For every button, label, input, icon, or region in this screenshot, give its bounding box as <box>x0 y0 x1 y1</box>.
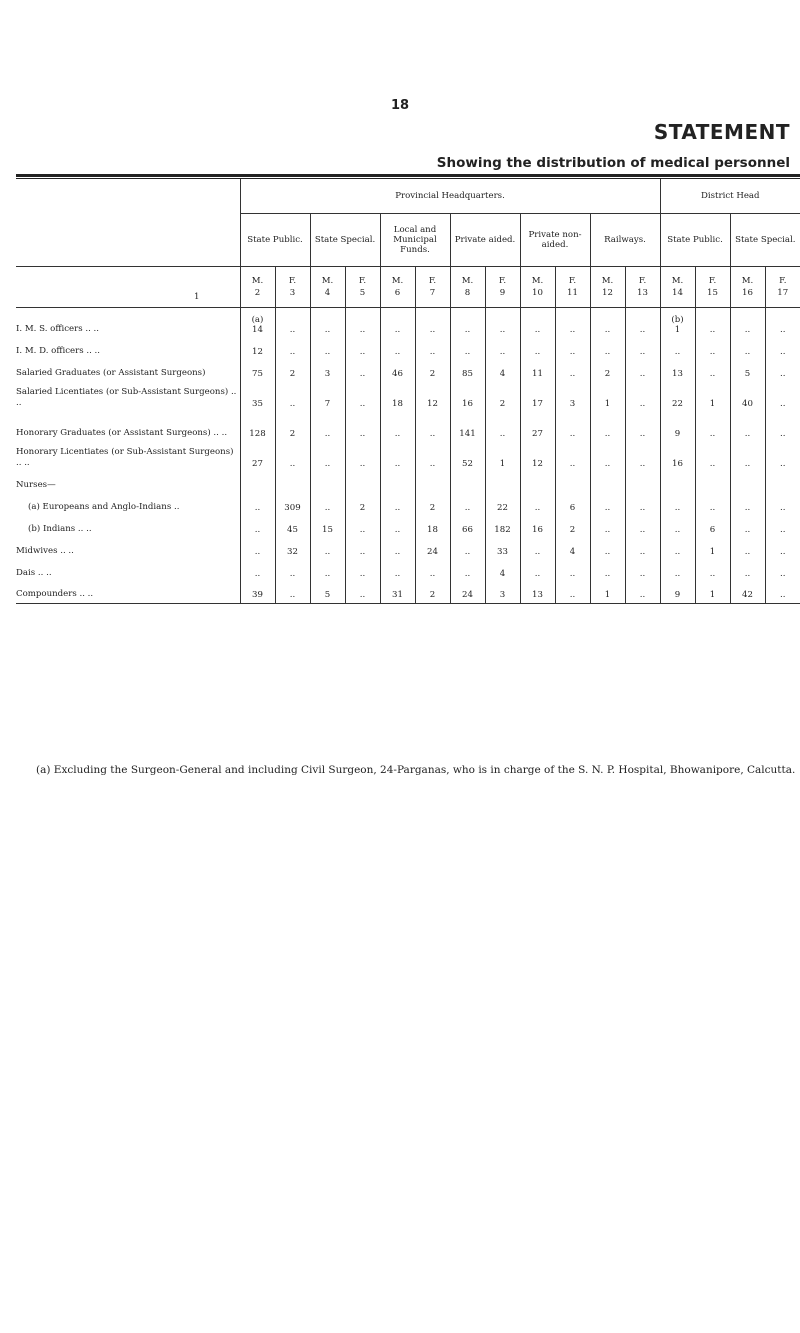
table-cell: 182 <box>485 516 520 538</box>
table-cell: 52 <box>450 442 485 472</box>
table-cell: .. <box>555 582 590 604</box>
personnel-table <box>16 179 800 604</box>
top-rule-thick <box>16 174 800 177</box>
table-cell: .. <box>590 338 625 360</box>
table-cell: .. <box>520 308 555 338</box>
table-cell: .. <box>275 382 310 412</box>
column-number-value: 11 <box>567 288 578 298</box>
table-cell: .. <box>695 494 730 516</box>
table-cell: .. <box>695 412 730 442</box>
table-row <box>16 494 800 516</box>
table-row <box>16 360 800 382</box>
table-cell: .. <box>660 538 695 560</box>
row-label: Dais .. .. <box>16 560 240 582</box>
table-cell: 35 <box>240 382 275 412</box>
table-cell: 22 <box>660 382 695 412</box>
group-provincial-header: Provincial Headquarters. <box>240 179 660 214</box>
table-cell: .. <box>380 308 415 338</box>
column-number-value: 13 <box>637 288 648 298</box>
table-cell: 4 <box>485 560 520 582</box>
table-cell: 27 <box>520 412 555 442</box>
table-cell: .. <box>415 308 450 338</box>
table-cell: .. <box>345 582 380 604</box>
table-row <box>16 338 800 360</box>
gender-label: F. <box>779 276 787 286</box>
gender-label: F. <box>428 276 437 286</box>
table-cell <box>450 472 485 494</box>
gender-label: M. <box>531 276 544 286</box>
table-cell: .. <box>695 338 730 360</box>
table-cell: 3 <box>310 360 345 382</box>
row-label: Midwives .. .. <box>16 538 240 560</box>
table-cell: .. <box>660 338 695 360</box>
column-number-value: 9 <box>499 288 506 298</box>
table-cell: 12 <box>520 442 555 472</box>
table-cell: .. <box>695 560 730 582</box>
table-cell: 85 <box>450 360 485 382</box>
table-row <box>16 412 800 442</box>
gender-label: M. <box>251 276 264 286</box>
table-cell: 39 <box>240 582 275 604</box>
table-cell: .. <box>275 308 310 338</box>
table-cell: .. <box>590 494 625 516</box>
table-cell <box>660 472 695 494</box>
gender-label: M. <box>741 276 754 286</box>
table-cell: .. <box>240 494 275 516</box>
table-cell: .. <box>485 412 520 442</box>
row-label: Honorary Graduates (or Assistant Surgeons) .. .. <box>16 412 240 442</box>
table-cell: 12 <box>240 338 275 360</box>
table-cell: 46 <box>380 360 415 382</box>
sub-header: State Special. <box>310 214 380 267</box>
column-number <box>520 267 555 308</box>
table-cell: 2 <box>275 412 310 442</box>
table-cell: .. <box>625 582 660 604</box>
table-cell <box>555 472 590 494</box>
table-cell: 6 <box>695 516 730 538</box>
table-cell: .. <box>310 494 345 516</box>
table-cell: 2 <box>485 382 520 412</box>
table-cell: .. <box>520 560 555 582</box>
table-cell: 22 <box>485 494 520 516</box>
column-number <box>485 267 520 308</box>
table-cell: .. <box>345 538 380 560</box>
table-cell: .. <box>275 560 310 582</box>
table-cell: .. <box>380 412 415 442</box>
table-cell: .. <box>240 516 275 538</box>
table-cell: 1 <box>590 382 625 412</box>
table-cell: .. <box>380 494 415 516</box>
table-cell: 17 <box>520 382 555 412</box>
table-cell: 309 <box>275 494 310 516</box>
table-cell: 42 <box>730 582 765 604</box>
table-cell: 9 <box>660 582 695 604</box>
table-cell: .. <box>625 538 660 560</box>
table-cell: .. <box>695 360 730 382</box>
table-cell: 24 <box>450 582 485 604</box>
table-cell: .. <box>765 582 800 604</box>
column-number <box>450 267 485 308</box>
column-number-value: 10 <box>532 288 543 298</box>
table-cell: .. <box>240 560 275 582</box>
table-cell: 5 <box>310 582 345 604</box>
footnote: (a) Excluding the Surgeon-General and including Civil Surgeon, 24-Parganas, who is in charge of the S. N. P. Hospital, Bhowanipore, Calcutta. <box>36 764 796 776</box>
table-cell: 2 <box>415 582 450 604</box>
table-cell <box>345 472 380 494</box>
table-cell: .. <box>555 360 590 382</box>
column-number <box>310 267 345 308</box>
table-cell: .. <box>590 516 625 538</box>
gender-label: F. <box>358 276 367 286</box>
gender-label: F. <box>498 276 507 286</box>
column-number-value: 8 <box>464 288 471 298</box>
table-cell: .. <box>345 360 380 382</box>
table-cell: 2 <box>275 360 310 382</box>
table-cell: .. <box>625 560 660 582</box>
table-cell: 32 <box>275 538 310 560</box>
table-cell: .. <box>730 412 765 442</box>
row-label: Compounders .. .. <box>16 582 240 604</box>
table-cell: .. <box>485 308 520 338</box>
table-cell: .. <box>730 338 765 360</box>
table-cell: 45 <box>275 516 310 538</box>
table-row <box>16 538 800 560</box>
table-cell: 11 <box>520 360 555 382</box>
table-cell: .. <box>590 442 625 472</box>
table-cell: .. <box>345 382 380 412</box>
table-cell: .. <box>625 412 660 442</box>
table-cell: .. <box>275 582 310 604</box>
table-cell: .. <box>310 308 345 338</box>
table-cell: 1 <box>695 582 730 604</box>
table-cell: 2 <box>415 494 450 516</box>
table-cell: .. <box>275 442 310 472</box>
table-header <box>16 179 800 308</box>
table-cell <box>240 472 275 494</box>
gender-label: F. <box>288 276 297 286</box>
table-cell: .. <box>780 368 786 379</box>
sub-header: Private aided. <box>450 214 520 267</box>
table-cell <box>730 472 765 494</box>
table-cell: .. <box>450 308 485 338</box>
table-cell: .. <box>345 560 380 582</box>
table-cell: .. <box>415 442 450 472</box>
table-cell: 1 <box>695 382 730 412</box>
table-cell: 9 <box>660 412 695 442</box>
table-cell: .. <box>310 442 345 472</box>
label-column-header <box>16 179 240 267</box>
table-cell: .. <box>730 516 765 538</box>
gender-label: F. <box>708 276 717 286</box>
page-title: STATEMENT <box>653 120 790 144</box>
sub-header: State Public. <box>240 214 310 267</box>
table-cell: .. <box>625 360 660 382</box>
table-row <box>16 516 800 538</box>
table-row <box>16 582 800 604</box>
table-cell: .. <box>780 524 786 535</box>
row-label: (b) Indians .. .. <box>16 516 240 538</box>
table-cell: .. <box>780 324 786 335</box>
table-cell: .. <box>780 398 786 409</box>
table-cell: .. <box>625 494 660 516</box>
table-cell: .. <box>780 458 786 469</box>
table-cell: .. <box>345 516 380 538</box>
column-number-value: 5 <box>359 288 366 298</box>
table-cell: .. <box>780 428 786 439</box>
column-number <box>590 267 625 308</box>
gender-label: M. <box>601 276 614 286</box>
gender-label: F. <box>568 276 577 286</box>
table-cell: 3 <box>555 382 590 412</box>
gender-label: F. <box>638 276 647 286</box>
table-cell: .. <box>555 560 590 582</box>
table-cell: .. <box>450 560 485 582</box>
table-cell: .. <box>485 338 520 360</box>
table-cell <box>695 472 730 494</box>
table-cell: 16 <box>450 382 485 412</box>
table-cell: .. <box>520 338 555 360</box>
table-cell <box>625 472 660 494</box>
table-cell: .. <box>730 442 765 472</box>
table-cell: 31 <box>380 582 415 604</box>
table-cell: .. <box>415 338 450 360</box>
table-cell: .. <box>555 338 590 360</box>
table-row <box>16 308 800 338</box>
column-number <box>660 267 695 308</box>
table-cell: 4 <box>555 538 590 560</box>
gender-label: M. <box>671 276 684 286</box>
table-cell: 40 <box>730 382 765 412</box>
gender-label: M. <box>391 276 404 286</box>
table-cell: .. <box>415 412 450 442</box>
table-cell: .. <box>660 560 695 582</box>
row-label: Honorary Licentiates (or Sub-Assistant Surgeons) .. .. <box>16 442 240 472</box>
column-number <box>415 267 450 308</box>
table-cell: .. <box>625 308 660 338</box>
table-cell: .. <box>450 494 485 516</box>
table-cell <box>415 472 450 494</box>
table-cell: .. <box>590 308 625 338</box>
column-number-value: 4 <box>324 288 331 298</box>
table-row <box>16 560 800 582</box>
table-cell: 27 <box>240 442 275 472</box>
column-number: 1 <box>16 267 240 308</box>
sub-header: State Special. <box>730 214 800 267</box>
table-cell: .. <box>730 308 765 338</box>
table-cell: .. <box>695 308 730 338</box>
gender-label: M. <box>461 276 474 286</box>
column-number-value: 6 <box>394 288 401 298</box>
row-label: I. M. D. officers .. .. <box>16 338 240 360</box>
column-number-value: 17 <box>777 288 789 298</box>
column-number-value: 3 <box>289 288 296 298</box>
table-cell: (a) 14 <box>240 308 275 338</box>
table-cell: .. <box>310 412 345 442</box>
table-cell: 1 <box>485 442 520 472</box>
table-cell <box>520 472 555 494</box>
table-cell: 5 <box>730 360 765 382</box>
table-cell: .. <box>625 338 660 360</box>
sub-header: Local and Municipal Funds. <box>380 214 450 267</box>
row-label: I. M. S. officers .. .. <box>16 308 240 338</box>
column-number <box>555 267 590 308</box>
table-cell: .. <box>345 308 380 338</box>
table-cell: .. <box>625 516 660 538</box>
table-cell: 18 <box>415 516 450 538</box>
table-cell: 18 <box>380 382 415 412</box>
table-cell: .. <box>310 538 345 560</box>
column-number <box>240 267 275 308</box>
row-label: Salaried Graduates (or Assistant Surgeons) <box>16 360 240 382</box>
column-number-value: 12 <box>602 288 613 298</box>
table-cell: 16 <box>520 516 555 538</box>
table-cell: 24 <box>415 538 450 560</box>
table-cell: .. <box>380 538 415 560</box>
table-cell: 7 <box>310 382 345 412</box>
sub-header: Private non-aided. <box>520 214 590 267</box>
table-cell: 4 <box>485 360 520 382</box>
column-number-value: 15 <box>707 288 718 298</box>
table-cell: .. <box>730 538 765 560</box>
table-cell: .. <box>520 494 555 516</box>
table-cell: .. <box>730 560 765 582</box>
table-cell: .. <box>240 538 275 560</box>
column-number-value: 2 <box>254 288 261 298</box>
table-cell <box>590 472 625 494</box>
table-cell: .. <box>450 338 485 360</box>
table-cell: .. <box>660 516 695 538</box>
page-number: 18 <box>390 98 410 113</box>
table-cell: .. <box>555 412 590 442</box>
table-cell <box>275 472 310 494</box>
table-cell: .. <box>345 412 380 442</box>
table-cell: .. <box>730 494 765 516</box>
table-cell: 3 <box>485 582 520 604</box>
table-cell: 2 <box>590 360 625 382</box>
table-cell: 13 <box>660 360 695 382</box>
table-cell <box>485 472 520 494</box>
table-cell: 1 <box>695 538 730 560</box>
table-cell: .. <box>415 560 450 582</box>
table-cell: .. <box>625 442 660 472</box>
row-label: Salaried Licentiates (or Sub-Assistant Surgeons) .. .. <box>16 382 240 412</box>
table-cell: .. <box>380 516 415 538</box>
table-cell: .. <box>310 338 345 360</box>
table-cell: 12 <box>415 382 450 412</box>
column-number <box>275 267 310 308</box>
table-cell: 13 <box>520 582 555 604</box>
table-cell: .. <box>625 382 660 412</box>
table-cell: 141 <box>450 412 485 442</box>
table-cell: 15 <box>310 516 345 538</box>
table-cell: .. <box>380 560 415 582</box>
table-row <box>16 382 800 412</box>
table-cell: .. <box>555 442 590 472</box>
table-cell: .. <box>345 338 380 360</box>
table-cell: .. <box>695 442 730 472</box>
table-cell: 16 <box>660 442 695 472</box>
table-cell: .. <box>590 538 625 560</box>
table-cell <box>310 472 345 494</box>
group-district-header: District Head <box>700 191 760 201</box>
table-cell: (b) 1 <box>660 308 695 338</box>
sub-header: State Public. <box>660 214 730 267</box>
table-cell: .. <box>780 546 786 557</box>
row-label: (a) Europeans and Anglo-Indians .. <box>16 494 240 516</box>
row-label: Nurses— <box>16 472 240 494</box>
table-cell: .. <box>380 442 415 472</box>
table-cell: 2 <box>415 360 450 382</box>
table-cell: 6 <box>555 494 590 516</box>
page-subtitle: Showing the distribution of medical personnel <box>436 155 790 171</box>
table-row <box>16 472 800 494</box>
table-cell <box>380 472 415 494</box>
table-cell: 66 <box>450 516 485 538</box>
table-cell: .. <box>780 346 786 357</box>
table-cell: 128 <box>240 412 275 442</box>
table-cell: .. <box>555 308 590 338</box>
table-cell: .. <box>660 494 695 516</box>
column-number <box>695 267 730 308</box>
column-number-value: 16 <box>742 288 753 298</box>
table-body <box>16 308 800 604</box>
sub-header: Railways. <box>590 214 660 267</box>
table-row <box>16 442 800 472</box>
table-cell: 1 <box>590 582 625 604</box>
column-number-value: 7 <box>429 288 436 298</box>
table-cell: .. <box>780 568 786 579</box>
table-cell: .. <box>275 338 310 360</box>
table-cell: 75 <box>240 360 275 382</box>
table-cell <box>765 472 800 494</box>
table-cell: .. <box>520 538 555 560</box>
table-cell: 2 <box>555 516 590 538</box>
table-cell: .. <box>310 560 345 582</box>
gender-label: M. <box>321 276 334 286</box>
table-cell: .. <box>780 502 786 513</box>
column-number <box>765 267 800 308</box>
table-cell: .. <box>450 538 485 560</box>
column-number <box>345 267 380 308</box>
personnel-table-wrap <box>16 179 800 604</box>
column-number <box>380 267 415 308</box>
column-number <box>730 267 765 308</box>
table-cell: 33 <box>485 538 520 560</box>
table-cell: .. <box>590 412 625 442</box>
column-number <box>625 267 660 308</box>
table-cell: .. <box>380 338 415 360</box>
table-cell: .. <box>590 560 625 582</box>
table-cell: 2 <box>345 494 380 516</box>
column-number-value: 14 <box>672 288 683 298</box>
table-cell: .. <box>345 442 380 472</box>
